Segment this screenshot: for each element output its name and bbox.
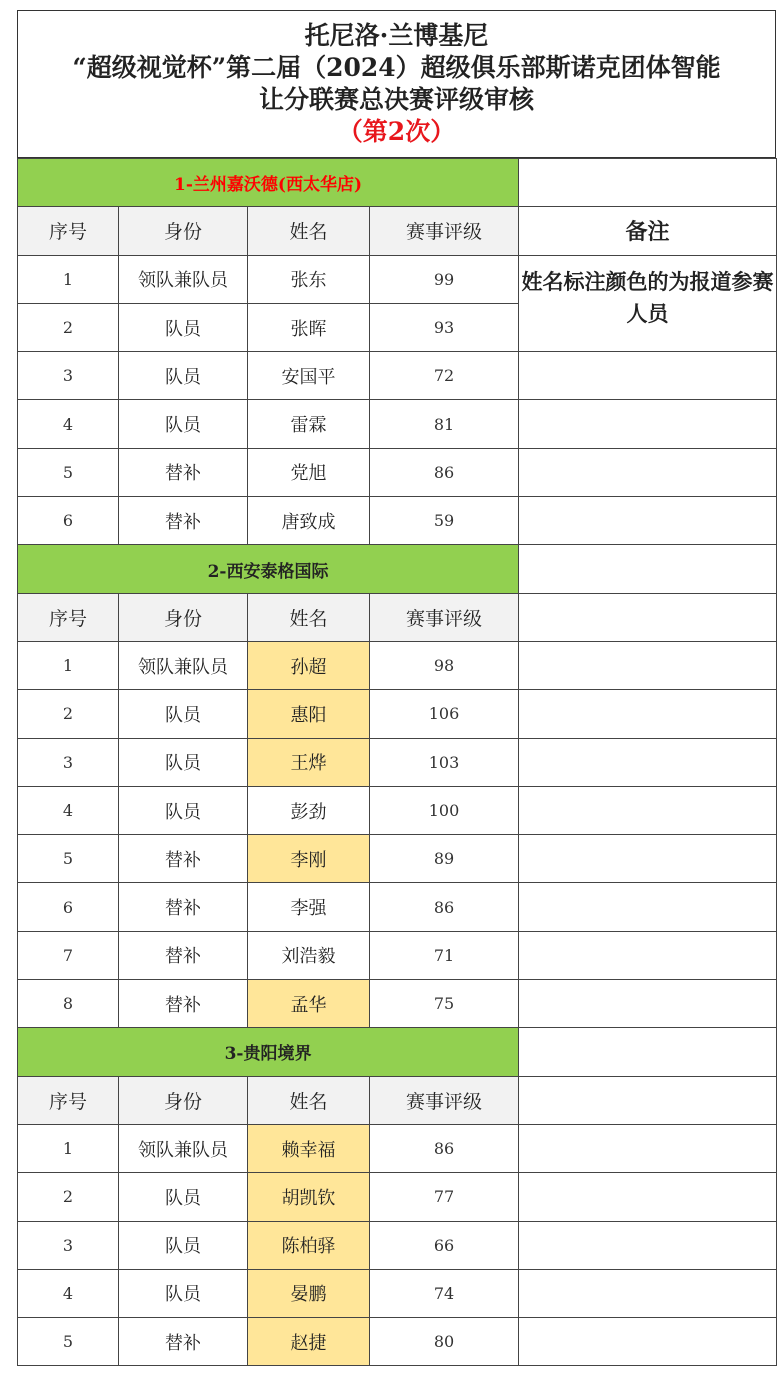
player-row [18, 641, 777, 689]
player-row [18, 931, 777, 979]
header-no: 序号 [18, 207, 119, 255]
player-row [18, 352, 777, 400]
player-rating: 72 [370, 352, 519, 400]
note-title: 备注 [519, 207, 777, 255]
player-role: 队员 [119, 1221, 248, 1269]
player-no: 1 [18, 1124, 119, 1172]
player-no: 1 [18, 255, 119, 303]
player-no: 2 [18, 1173, 119, 1221]
player-row [18, 786, 777, 834]
player-no: 2 [18, 690, 119, 738]
title-line-3: 让分联赛总决赛评级审核 [258, 85, 534, 114]
player-no: 1 [18, 641, 119, 689]
player-name: 党旭 [248, 448, 370, 496]
team-name: 1-兰州嘉沃德(西太华店) [18, 159, 519, 207]
team-name: 2-西安泰格国际 [18, 545, 519, 593]
player-rating: 66 [370, 1221, 519, 1269]
player-rating: 77 [370, 1173, 519, 1221]
player-role: 替补 [119, 448, 248, 496]
player-role: 替补 [119, 883, 248, 931]
header-name: 姓名 [248, 593, 370, 641]
player-name: 张东 [248, 255, 370, 303]
player-no: 5 [18, 1318, 119, 1366]
player-name: 陈柏驿 [248, 1221, 370, 1269]
player-role: 队员 [119, 690, 248, 738]
player-no: 6 [18, 883, 119, 931]
player-role: 替补 [119, 497, 248, 545]
player-rating: 59 [370, 497, 519, 545]
player-no: 3 [18, 352, 119, 400]
header-role: 身份 [119, 207, 248, 255]
player-rating: 99 [370, 255, 519, 303]
note-cell [519, 835, 777, 883]
player-rating: 103 [370, 738, 519, 786]
player-rating: 80 [370, 1318, 519, 1366]
column-header-row [18, 593, 777, 641]
note-cell [519, 931, 777, 979]
note-cell [519, 786, 777, 834]
player-name: 彭劲 [248, 786, 370, 834]
player-no: 3 [18, 1221, 119, 1269]
header-role: 身份 [119, 1076, 248, 1124]
header-no: 序号 [18, 1076, 119, 1124]
player-role: 队员 [119, 303, 248, 351]
player-row [18, 738, 777, 786]
column-header-row [18, 207, 777, 255]
player-no: 4 [18, 786, 119, 834]
player-role: 队员 [119, 400, 248, 448]
player-name: 赵捷 [248, 1318, 370, 1366]
player-row [18, 1318, 777, 1366]
player-role: 队员 [119, 1173, 248, 1221]
player-role: 领队兼队员 [119, 1124, 248, 1172]
player-rating: 86 [370, 448, 519, 496]
player-no: 8 [18, 980, 119, 1028]
player-rating: 100 [370, 786, 519, 834]
player-name: 王烨 [248, 738, 370, 786]
player-name: 雷霖 [248, 400, 370, 448]
note-cell [519, 690, 777, 738]
player-row [18, 255, 777, 303]
player-rating: 98 [370, 641, 519, 689]
player-name: 张晖 [248, 303, 370, 351]
player-name: 刘浩毅 [248, 931, 370, 979]
note-cell [519, 352, 777, 400]
note-cell [519, 980, 777, 1028]
header-role: 身份 [119, 593, 248, 641]
player-name: 唐致成 [248, 497, 370, 545]
player-name: 赖幸福 [248, 1124, 370, 1172]
player-role: 队员 [119, 738, 248, 786]
player-row [18, 1173, 777, 1221]
player-name: 李刚 [248, 835, 370, 883]
header-name: 姓名 [248, 207, 370, 255]
title-line-2: “超级视觉杯”第二届（2024）超级俱乐部斯诺克团体智能 [72, 53, 721, 82]
note-cell [519, 1221, 777, 1269]
player-rating: 86 [370, 883, 519, 931]
player-rating: 81 [370, 400, 519, 448]
player-rating: 86 [370, 1124, 519, 1172]
player-role: 替补 [119, 1318, 248, 1366]
note-cell [519, 1076, 777, 1124]
player-row [18, 980, 777, 1028]
player-row [18, 835, 777, 883]
player-name: 晏鹏 [248, 1269, 370, 1317]
player-row [18, 690, 777, 738]
player-role: 队员 [119, 1269, 248, 1317]
player-name: 胡凯钦 [248, 1173, 370, 1221]
note-cell [519, 497, 777, 545]
note-cell [519, 545, 777, 593]
player-row [18, 1269, 777, 1317]
note-cell [519, 883, 777, 931]
note-cell [519, 641, 777, 689]
note-cell [519, 448, 777, 496]
rating-table [17, 158, 777, 1366]
player-name: 李强 [248, 883, 370, 931]
player-rating: 75 [370, 980, 519, 1028]
player-name: 安国平 [248, 352, 370, 400]
player-no: 4 [18, 400, 119, 448]
header-rating: 赛事评级 [370, 593, 519, 641]
player-name: 惠阳 [248, 690, 370, 738]
player-rating: 106 [370, 690, 519, 738]
player-row [18, 883, 777, 931]
player-role: 领队兼队员 [119, 641, 248, 689]
player-no: 5 [18, 448, 119, 496]
title-line-1: 托尼洛·兰博基尼 [304, 21, 489, 50]
rating-sheet [17, 10, 776, 1366]
team-name: 3-贵阳境界 [18, 1028, 519, 1076]
note-body: 姓名标注颜色的为报道参赛人员 [519, 255, 777, 352]
note-cell [519, 159, 777, 207]
player-no: 2 [18, 303, 119, 351]
note-cell [519, 1318, 777, 1366]
player-no: 5 [18, 835, 119, 883]
title-block [17, 10, 776, 158]
player-no: 6 [18, 497, 119, 545]
player-role: 队员 [119, 352, 248, 400]
title-line-4: （第2次） [337, 117, 456, 146]
player-row [18, 400, 777, 448]
player-row [18, 448, 777, 496]
header-name: 姓名 [248, 1076, 370, 1124]
player-rating: 74 [370, 1269, 519, 1317]
player-role: 队员 [119, 786, 248, 834]
team-header-row [18, 1028, 777, 1076]
player-role: 替补 [119, 931, 248, 979]
note-cell [519, 738, 777, 786]
player-no: 7 [18, 931, 119, 979]
team-header-row [18, 545, 777, 593]
player-row [18, 497, 777, 545]
header-rating: 赛事评级 [370, 207, 519, 255]
player-rating: 89 [370, 835, 519, 883]
player-rating: 93 [370, 303, 519, 351]
header-no: 序号 [18, 593, 119, 641]
column-header-row [18, 1076, 777, 1124]
header-rating: 赛事评级 [370, 1076, 519, 1124]
player-no: 4 [18, 1269, 119, 1317]
player-row [18, 1124, 777, 1172]
note-cell [519, 400, 777, 448]
player-name: 孟华 [248, 980, 370, 1028]
player-rating: 71 [370, 931, 519, 979]
player-role: 领队兼队员 [119, 255, 248, 303]
note-cell [519, 1269, 777, 1317]
note-cell [519, 1173, 777, 1221]
player-role: 替补 [119, 835, 248, 883]
note-cell [519, 1028, 777, 1076]
player-row [18, 1221, 777, 1269]
team-header-row [18, 159, 777, 207]
player-no: 3 [18, 738, 119, 786]
player-name: 孙超 [248, 641, 370, 689]
note-cell [519, 593, 777, 641]
note-cell [519, 1124, 777, 1172]
player-role: 替补 [119, 980, 248, 1028]
